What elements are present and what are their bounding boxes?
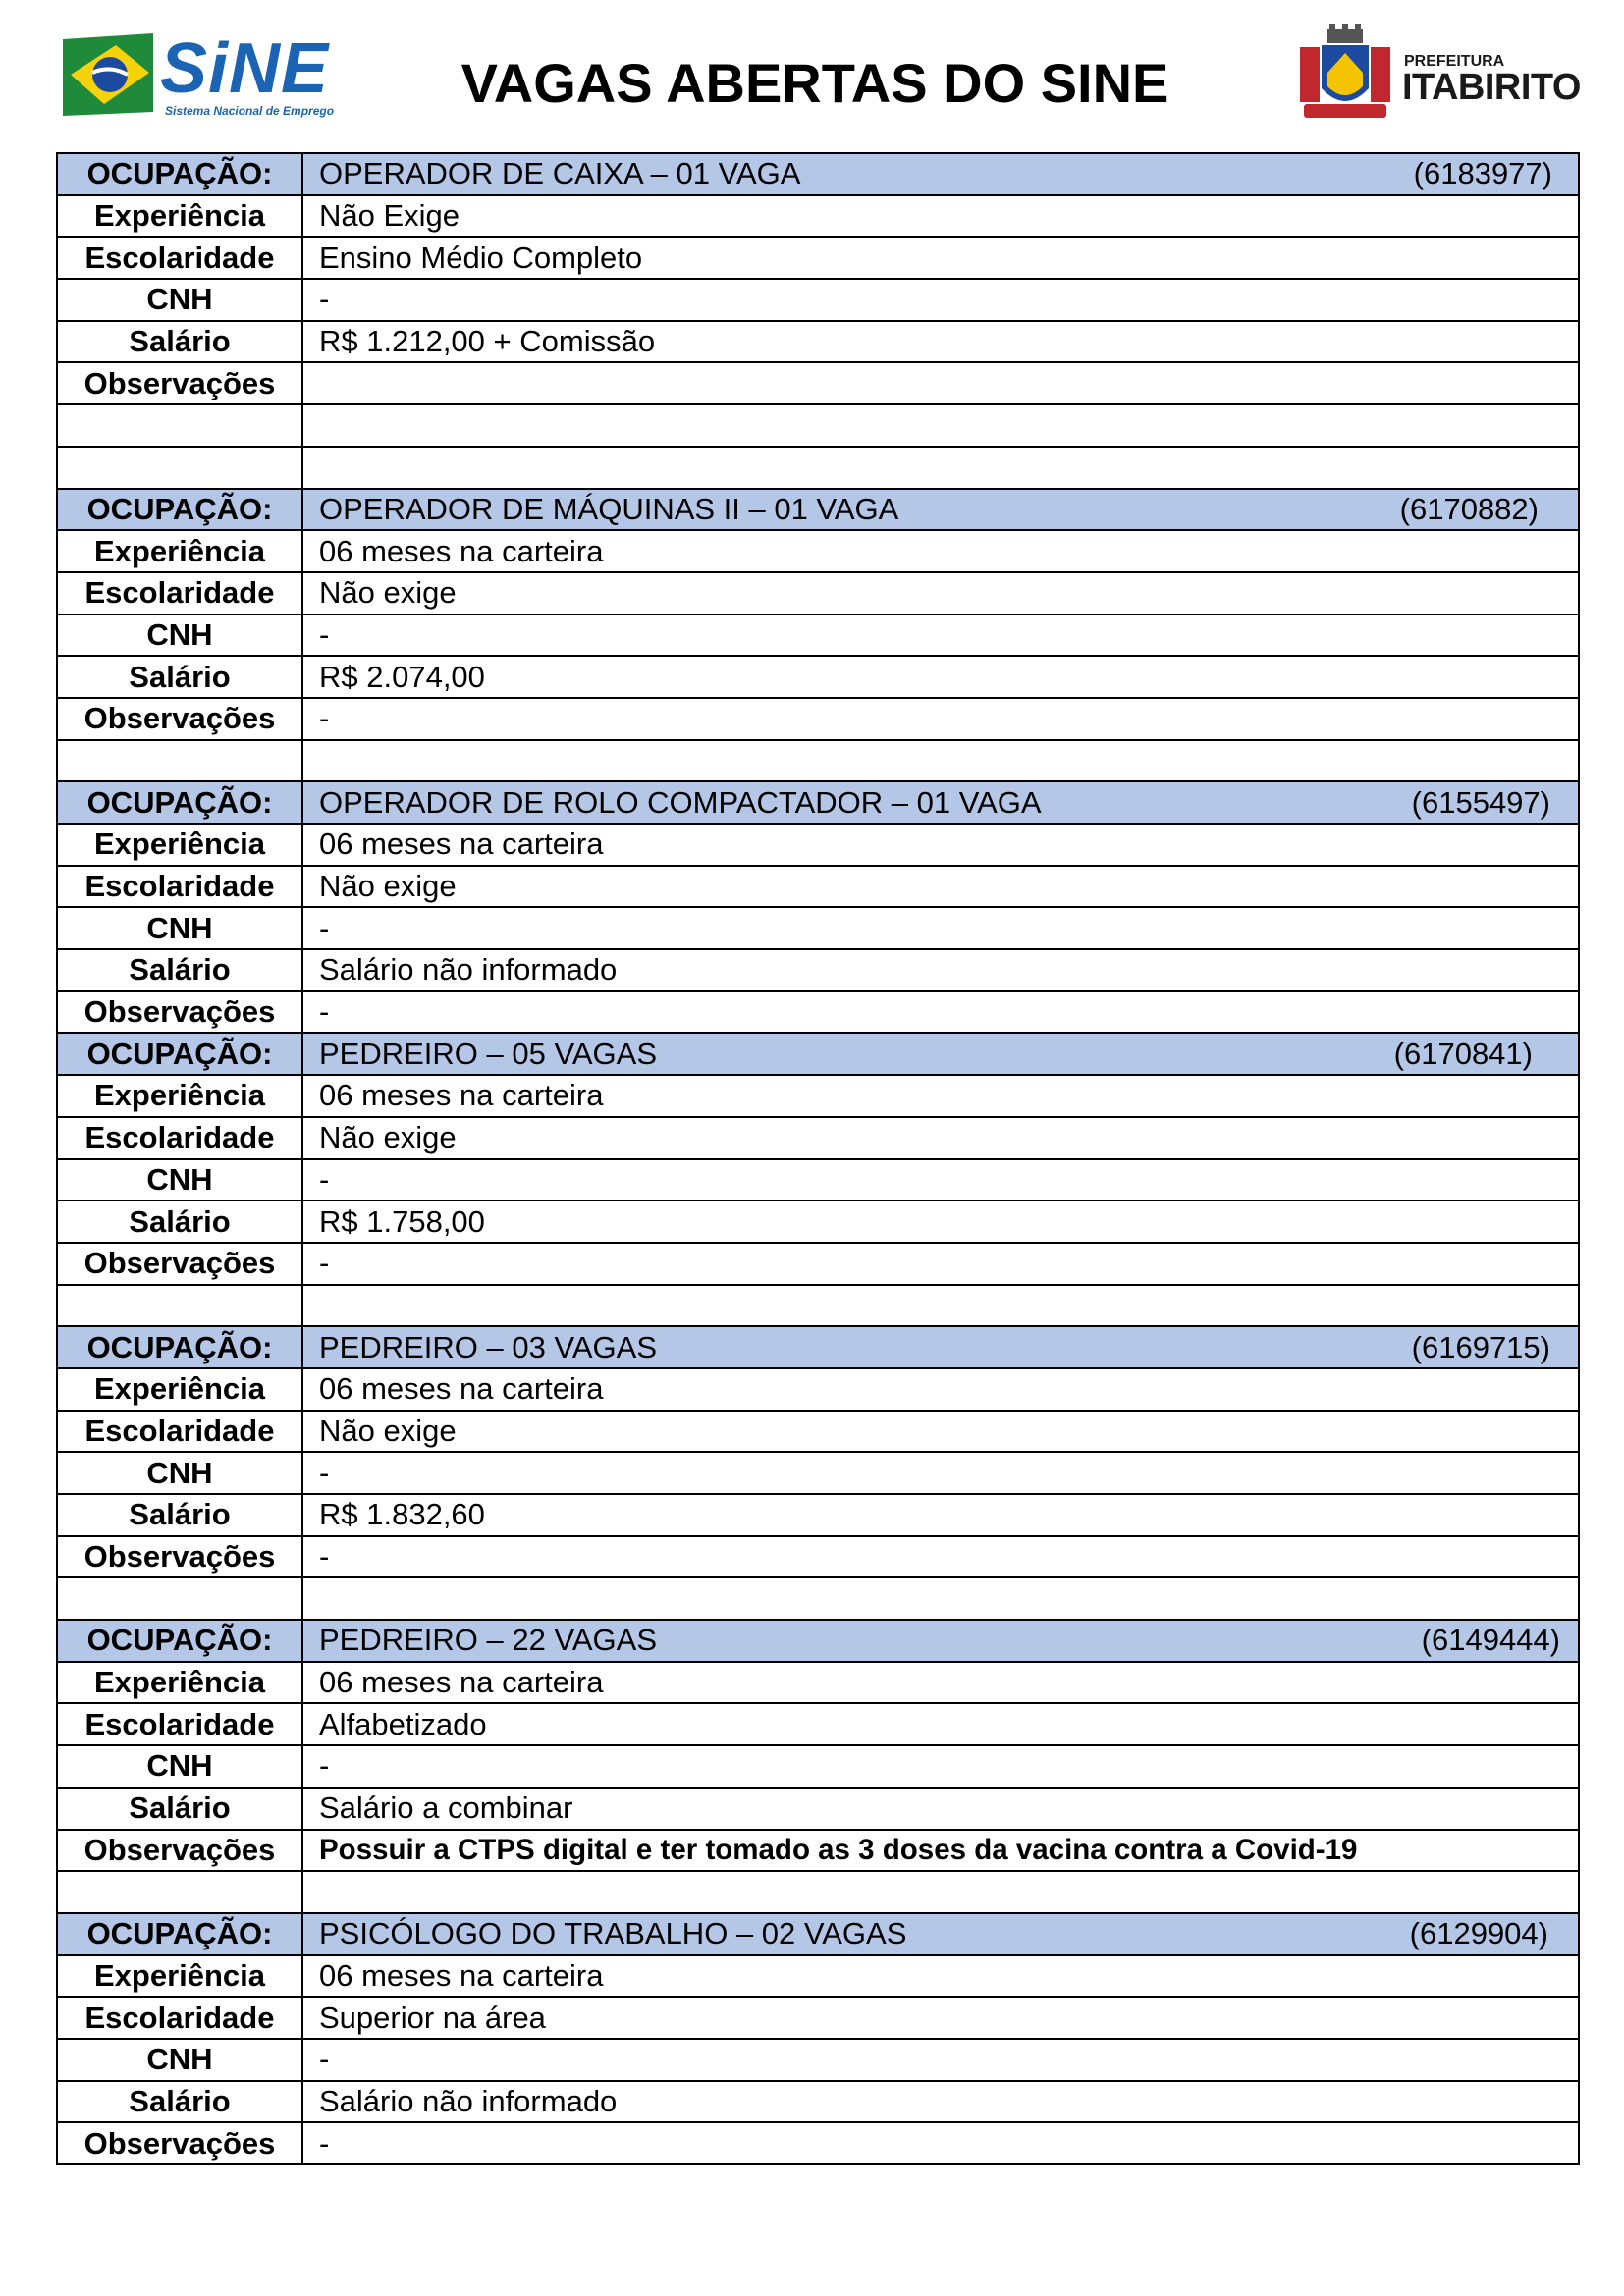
coat-of-arms-icon xyxy=(1294,24,1397,126)
spacer-row xyxy=(57,1871,1579,1913)
page-header xyxy=(0,0,1624,147)
salary-label: Salário xyxy=(57,1201,302,1243)
table-row xyxy=(57,2122,1579,2164)
occupation-title: OPERADOR DE MÁQUINAS II – 01 VAGA xyxy=(319,491,899,526)
occupation-code: (6155497) xyxy=(1411,784,1550,820)
table-row xyxy=(57,1494,1579,1536)
occupation-label: OCUPAÇÃO: xyxy=(57,489,302,531)
sine-logo-text: SiNE xyxy=(160,29,330,108)
vagas-table xyxy=(56,152,1580,2165)
sine-logo-subtitle: Sistema Nacional de Emprego xyxy=(165,104,335,118)
notes-label: Observações xyxy=(57,698,302,740)
salary-label: Salário xyxy=(57,2081,302,2123)
experience-value: 06 meses na carteira xyxy=(302,1955,1579,1998)
table-row xyxy=(57,1201,1579,1243)
cnh-label: CNH xyxy=(57,1745,302,1788)
salary-label: Salário xyxy=(57,321,302,363)
table-row xyxy=(57,1117,1579,1159)
occupation-row xyxy=(57,1620,1579,1662)
experience-label: Experiência xyxy=(57,1075,302,1117)
brazil-flag-icon xyxy=(59,29,167,118)
occupation-code: (6170882) xyxy=(1399,491,1539,526)
salary-label: Salário xyxy=(57,656,302,698)
table-row xyxy=(57,1703,1579,1745)
table-row xyxy=(57,1159,1579,1201)
occupation-title: OPERADOR DE CAIXA – 01 VAGA xyxy=(319,156,801,191)
cnh-value: - xyxy=(302,907,1579,949)
table-row xyxy=(57,1662,1579,1704)
salary-value: R$ 2.074,00 xyxy=(302,656,1579,698)
table-row xyxy=(57,824,1579,866)
cnh-label: CNH xyxy=(57,907,302,949)
cnh-label: CNH xyxy=(57,1452,302,1494)
table-row xyxy=(57,1368,1579,1411)
experience-value: 06 meses na carteira xyxy=(302,1075,1579,1117)
notes-label: Observações xyxy=(57,1243,302,1285)
table-row xyxy=(57,1745,1579,1788)
experience-value: 06 meses na carteira xyxy=(302,1662,1579,1704)
experience-label: Experiência xyxy=(57,530,302,572)
table-row xyxy=(57,321,1579,363)
notes-value: - xyxy=(302,1536,1579,1578)
occupation-row xyxy=(57,1326,1579,1368)
salary-value: Salário a combinar xyxy=(302,1788,1579,1830)
notes-value: - xyxy=(302,698,1579,740)
education-label: Escolaridade xyxy=(57,1703,302,1745)
cnh-value: - xyxy=(302,2039,1579,2081)
notes-label: Observações xyxy=(57,1830,302,1872)
occupation-code: (6170841) xyxy=(1393,1036,1533,1071)
table-row xyxy=(57,1452,1579,1494)
salary-value: Salário não informado xyxy=(302,949,1579,991)
notes-value: - xyxy=(302,1243,1579,1285)
salary-value: R$ 1.212,00 + Comissão xyxy=(302,321,1579,363)
table-row xyxy=(57,949,1579,991)
table-row xyxy=(57,1243,1579,1285)
occupation-title: PEDREIRO – 05 VAGAS xyxy=(319,1036,657,1071)
education-value: Não exige xyxy=(302,1117,1579,1159)
education-label: Escolaridade xyxy=(57,1997,302,2039)
education-value: Não exige xyxy=(302,1411,1579,1453)
spacer-row xyxy=(57,1577,1579,1620)
table-row xyxy=(57,530,1579,572)
salary-value: R$ 1.832,60 xyxy=(302,1494,1579,1536)
occupation-code: (6149444) xyxy=(1421,1623,1560,1658)
table-row xyxy=(57,1788,1579,1830)
education-value: Superior na área xyxy=(302,1997,1579,2039)
occupation-label: OCUPAÇÃO: xyxy=(57,153,302,195)
salary-value: Salário não informado xyxy=(302,2081,1579,2123)
experience-label: Experiência xyxy=(57,195,302,238)
spacer-row xyxy=(57,404,1579,447)
sine-logo xyxy=(59,29,344,123)
cnh-label: CNH xyxy=(57,1159,302,1201)
occupation-row xyxy=(57,153,1579,195)
cnh-value: - xyxy=(302,1159,1579,1201)
prefeitura-logo xyxy=(1294,24,1581,126)
table-row xyxy=(57,1075,1579,1117)
salary-value: R$ 1.758,00 xyxy=(302,1201,1579,1243)
occupation-code: (6129904) xyxy=(1409,1916,1548,1951)
occupation-row xyxy=(57,489,1579,531)
table-row xyxy=(57,2081,1579,2123)
salary-label: Salário xyxy=(57,1788,302,1830)
occupation-title: PSICÓLOGO DO TRABALHO – 02 VAGAS xyxy=(319,1916,907,1951)
education-label: Escolaridade xyxy=(57,1411,302,1453)
notes-value: - xyxy=(302,991,1579,1034)
table-row xyxy=(57,698,1579,740)
occupation-title: PEDREIRO – 22 VAGAS xyxy=(319,1623,657,1658)
experience-value: Não Exige xyxy=(302,195,1579,238)
occupation-label: OCUPAÇÃO: xyxy=(57,1326,302,1368)
table-row xyxy=(57,1830,1579,1872)
experience-value: 06 meses na carteira xyxy=(302,530,1579,572)
education-value: Ensino Médio Completo xyxy=(302,237,1579,279)
prefeitura-name: ITABIRITO xyxy=(1402,67,1581,108)
education-value: Não exige xyxy=(302,866,1579,908)
education-label: Escolaridade xyxy=(57,237,302,279)
education-value: Alfabetizado xyxy=(302,1703,1579,1745)
notes-label: Observações xyxy=(57,2122,302,2164)
table-row xyxy=(57,1997,1579,2039)
occupation-code: (6169715) xyxy=(1411,1329,1550,1364)
spacer-row xyxy=(57,740,1579,782)
occupation-row xyxy=(57,781,1579,824)
salary-label: Salário xyxy=(57,1494,302,1536)
experience-label: Experiência xyxy=(57,1368,302,1411)
experience-label: Experiência xyxy=(57,1662,302,1704)
notes-value: - xyxy=(302,2122,1579,2164)
education-label: Escolaridade xyxy=(57,572,302,614)
table-row xyxy=(57,1955,1579,1998)
table-row xyxy=(57,2039,1579,2081)
table-row xyxy=(57,237,1579,279)
salary-label: Salário xyxy=(57,949,302,991)
cnh-label: CNH xyxy=(57,2039,302,2081)
experience-value: 06 meses na carteira xyxy=(302,1368,1579,1411)
table-row xyxy=(57,907,1579,949)
notes-label: Observações xyxy=(57,991,302,1034)
education-label: Escolaridade xyxy=(57,1117,302,1159)
table-row xyxy=(57,1411,1579,1453)
occupation-label: OCUPAÇÃO: xyxy=(57,1620,302,1662)
table-row xyxy=(57,1536,1579,1578)
table-row xyxy=(57,991,1579,1034)
page-title: VAGAS ABERTAS DO SINE xyxy=(460,52,1169,114)
cnh-label: CNH xyxy=(57,614,302,657)
experience-label: Experiência xyxy=(57,824,302,866)
occupation-code: (6183977) xyxy=(1413,156,1552,191)
table-row xyxy=(57,362,1579,404)
table-row xyxy=(57,866,1579,908)
cnh-value: - xyxy=(302,1452,1579,1494)
spacer-row xyxy=(57,1285,1579,1327)
occupation-label: OCUPAÇÃO: xyxy=(57,1913,302,1955)
spacer-row xyxy=(57,447,1579,489)
table-row xyxy=(57,279,1579,321)
cnh-value: - xyxy=(302,614,1579,657)
notes-value xyxy=(302,362,1579,404)
occupation-title: OPERADOR DE ROLO COMPACTADOR – 01 VAGA xyxy=(319,784,1042,820)
education-value: Não exige xyxy=(302,572,1579,614)
cnh-label: CNH xyxy=(57,279,302,321)
occupation-label: OCUPAÇÃO: xyxy=(57,781,302,824)
notes-value: Possuir a CTPS digital e ter tomado as 3 doses da vacina contra a Covid-19 xyxy=(302,1830,1579,1872)
occupation-label: OCUPAÇÃO: xyxy=(57,1033,302,1075)
education-label: Escolaridade xyxy=(57,866,302,908)
notes-label: Observações xyxy=(57,1536,302,1578)
table-row xyxy=(57,614,1579,657)
experience-value: 06 meses na carteira xyxy=(302,824,1579,866)
cnh-value: - xyxy=(302,279,1579,321)
experience-label: Experiência xyxy=(57,1955,302,1998)
notes-label: Observações xyxy=(57,362,302,404)
prefeitura-label: PREFEITURA xyxy=(1404,53,1505,70)
occupation-title: PEDREIRO – 03 VAGAS xyxy=(319,1329,657,1364)
table-row xyxy=(57,572,1579,614)
occupation-row xyxy=(57,1913,1579,1955)
table-row xyxy=(57,656,1579,698)
cnh-value: - xyxy=(302,1745,1579,1788)
occupation-row xyxy=(57,1033,1579,1075)
table-row xyxy=(57,195,1579,238)
